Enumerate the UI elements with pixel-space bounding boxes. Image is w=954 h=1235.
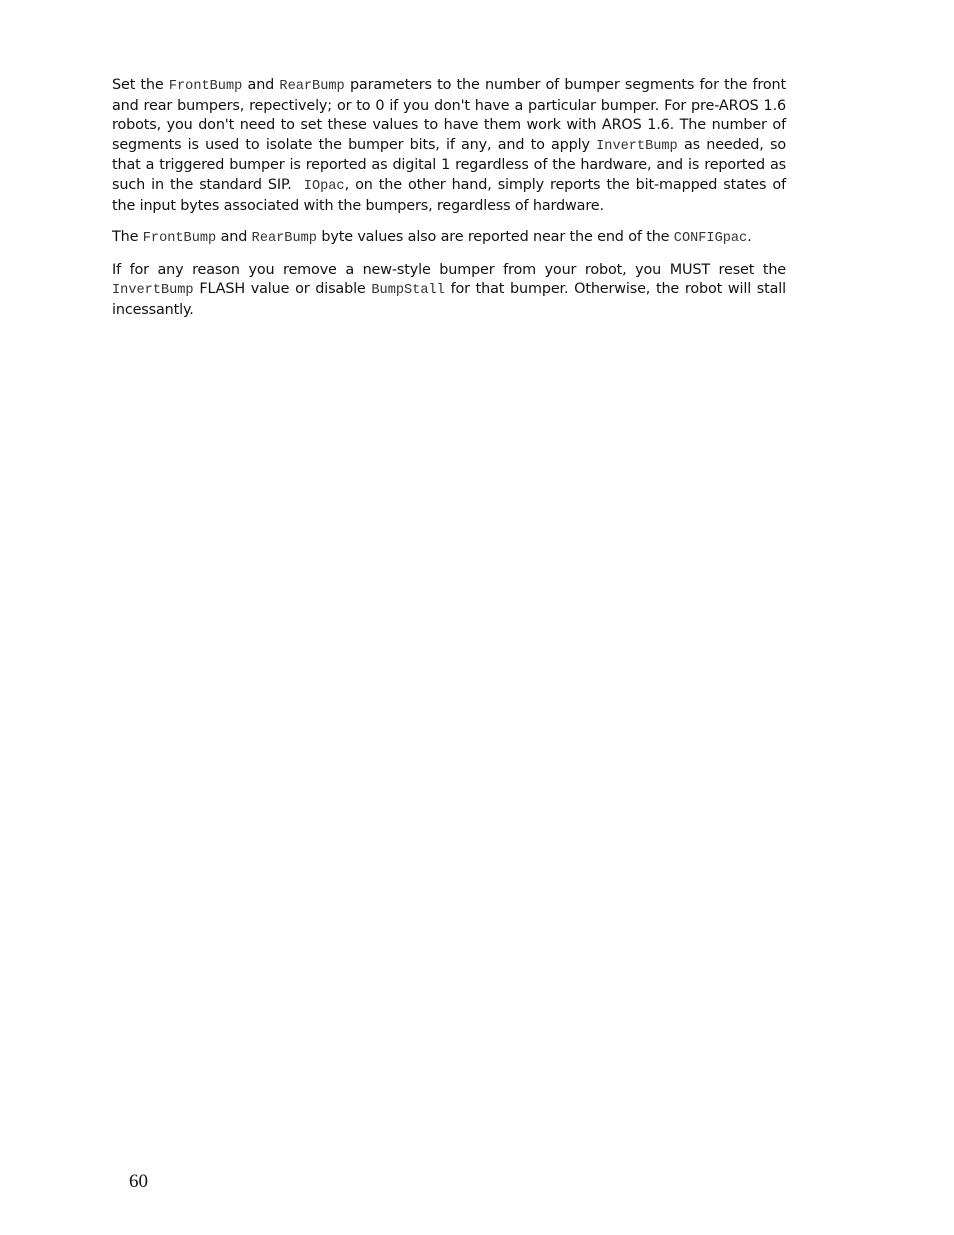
text-run: Set the bbox=[112, 77, 169, 93]
code-rearbump: RearBump bbox=[279, 79, 345, 94]
text-run: FLASH value or disable bbox=[193, 281, 372, 298]
code-bumpstall: BumpStall bbox=[371, 283, 445, 299]
text-run: The bbox=[112, 229, 143, 246]
code-frontbump: FrontBump bbox=[168, 79, 243, 94]
code-frontbump: FrontBump bbox=[142, 231, 217, 247]
text-run: as needed, so that a triggered bumper is reported as digital 1 regardless of the hardware, and is reported as such in the standard SIP. bbox=[112, 136, 791, 193]
paragraph-remove-bumper-warning bbox=[112, 261, 786, 321]
code-invertbump: InvertBump bbox=[112, 283, 194, 299]
text-run: byte values also are reported near the end of the bbox=[316, 229, 674, 246]
text-run: parameters to the number of bumper segments for the front and rear bumpers, repectively; or to 0 if you don't have a particular bumper. For pre-AROS 1.6 robots, you don't need to set these values to have them work with AROS 1.6. The number of segments is used to isolate the bumper bits, if any, and to apply bbox=[112, 77, 787, 153]
text-run: . bbox=[747, 229, 752, 246]
text-run: If for any reason you remove a new-style bumper from your robot, you MUST reset the bbox=[112, 261, 786, 278]
text-run: and bbox=[242, 77, 280, 93]
paragraph-bumper-parameters bbox=[112, 76, 791, 216]
code-rearbump: RearBump bbox=[251, 231, 317, 247]
paragraph-byte-values bbox=[112, 228, 786, 249]
code-iopac: IOpac bbox=[303, 178, 345, 194]
text-run: for that bumper. Otherwise, the robot will stall incessantly. bbox=[112, 281, 786, 318]
text-run: , on the other hand, simply reports the bit-mapped states of the input bytes associated with the bumpers, regardless of hardware. bbox=[112, 176, 786, 214]
code-configpac: CONFIGpac bbox=[673, 231, 748, 247]
page-number: 60 bbox=[129, 1171, 148, 1192]
code-invertbump: InvertBump bbox=[596, 138, 678, 154]
text-run: and bbox=[216, 229, 252, 246]
page-body bbox=[112, 76, 791, 333]
